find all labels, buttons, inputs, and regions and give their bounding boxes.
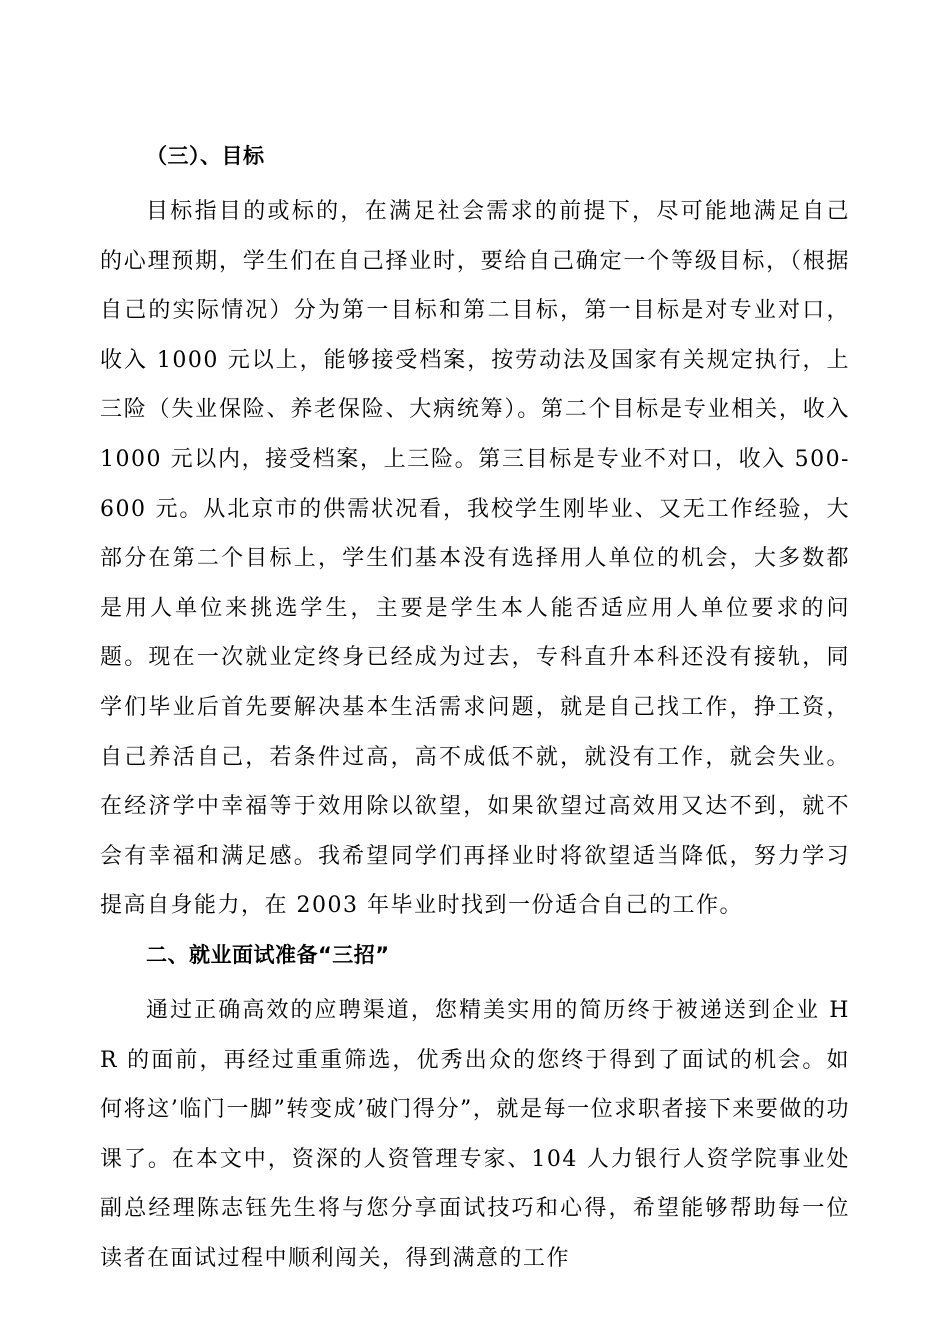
- section-heading-goals: （三）、目标: [146, 144, 265, 168]
- goals-paragraph: 目标指目的或标的，在满足社会需求的前提下，尽可能地满足自己的心理预期，学生们在自己择业时，要给自己确定一个等级目标，（根据自己的实际情况）分为第一目标和第二目标，第一目标是对专业对口，收入 1000 元以上，能够接受档案，按劳动法及国家有关规定执行，上三险（失业保险、养老保险、大病统筹）。第二个目标是专业相关，收入 1000 元以内，接受档案，上三险。第三目标是专业不对口，收入 500-600 元。从北京市的供需状况看，我校学生刚毕业、又无工作经验，大部分在第二个目标上，学生们基本没有选择用人单位的机会，大多数都是用人单位来挑选学生，主要是学生本人能否适应用人单位要求的问题。现在一次就业定终身已经成为过去，专科直升本科还没有接轨，同学们毕业后首先要解决基本生活需求问题，就是自己找工作，挣工资，自己养活自己，若条件过高，高不成低不就，就没有工作，就会失业。在经济学中幸福等于效用除以欲望，如果欲望过高效用又达不到，就不会有幸福和满足感。我希望同学们再择业时将欲望适当降低，努力学习提高自身能力，在 2003 年毕业时找到一份适合自己的工作。: [100, 199, 850, 919]
- interview-prep-paragraph: 通过正确高效的应聘渠道，您精美实用的简历终于被递送到企业 HR 的面前，再经过重重筛选，优秀出众的您终于得到了面试的机会。如何将这’临门一脚”转变成’破门得分”，就是每一位求职者接下来要做的功课了。在本文中，资深的人资管理专家、104 人力银行人资学院事业处副总经理陈志钰先生将与您分享面试技巧和心得，希望能够帮助每一位读者在面试过程中顺利闯关，得到满意的工作: [100, 997, 850, 1271]
- section-heading-interview-prep: 二、就业面试准备“三招”: [146, 942, 390, 967]
- spacer: [100, 977, 850, 986]
- spacer: [100, 178, 850, 187]
